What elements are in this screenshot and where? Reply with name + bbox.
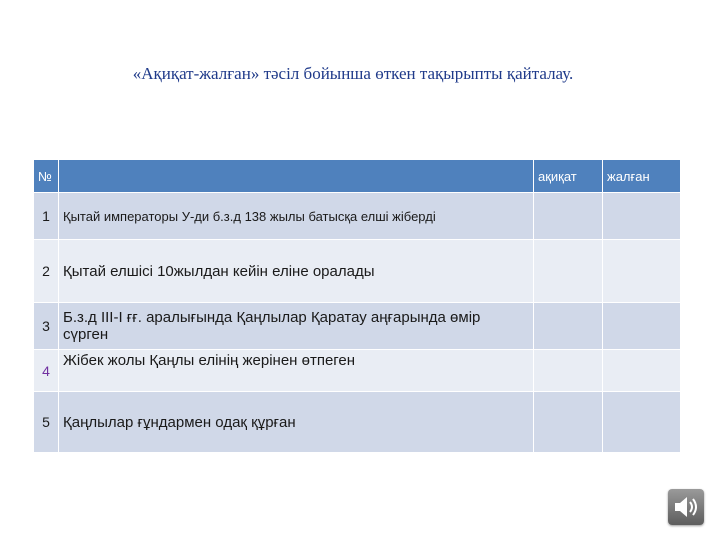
header-false: жалған	[603, 160, 681, 193]
true-answer-cell[interactable]	[534, 193, 603, 240]
false-answer-cell[interactable]	[603, 193, 681, 240]
row-number: 4	[34, 350, 59, 392]
row-statement: Қаңлылар ғұндармен одақ құрған	[59, 392, 534, 453]
true-answer-cell[interactable]	[534, 240, 603, 303]
row-statement: Қытай елшісі 10жылдан кейін еліне оралады	[59, 240, 534, 303]
speaker-glyph-icon	[668, 489, 704, 525]
slide-title: «Ақиқат-жалған» тәсіл бойынша өткен тақырыпты қайталау.	[132, 64, 574, 83]
false-answer-cell[interactable]	[603, 303, 681, 350]
row-statement: Қытай императоры У-ди б.з.д 138 жылы батысқа елші жіберді	[59, 193, 534, 240]
header-statement	[59, 160, 534, 193]
table-row	[34, 350, 681, 392]
speaker-icon[interactable]	[668, 489, 704, 525]
row-number: 1	[34, 193, 59, 240]
false-answer-cell[interactable]	[603, 350, 681, 392]
table-row	[34, 193, 681, 240]
table-row	[34, 240, 681, 303]
false-answer-cell[interactable]	[603, 240, 681, 303]
row-number: 5	[34, 392, 59, 453]
row-number: 3	[34, 303, 59, 350]
header-true: ақиқат	[534, 160, 603, 193]
table-row	[34, 303, 681, 350]
false-answer-cell[interactable]	[603, 392, 681, 453]
row-statement: Б.з.д ІІІ-І ғғ. аралығында Қаңлылар Қаратау аңғарында өмір сүрген	[59, 303, 534, 350]
row-statement: Жібек жолы Қаңлы елінің жерінен өтпеген	[59, 350, 534, 392]
true-answer-cell[interactable]	[534, 392, 603, 453]
true-false-table	[33, 159, 681, 453]
header-number: №	[34, 160, 59, 193]
row-number: 2	[34, 240, 59, 303]
table-row	[34, 392, 681, 453]
true-answer-cell[interactable]	[534, 350, 603, 392]
table-header-row	[34, 160, 681, 193]
true-answer-cell[interactable]	[534, 303, 603, 350]
